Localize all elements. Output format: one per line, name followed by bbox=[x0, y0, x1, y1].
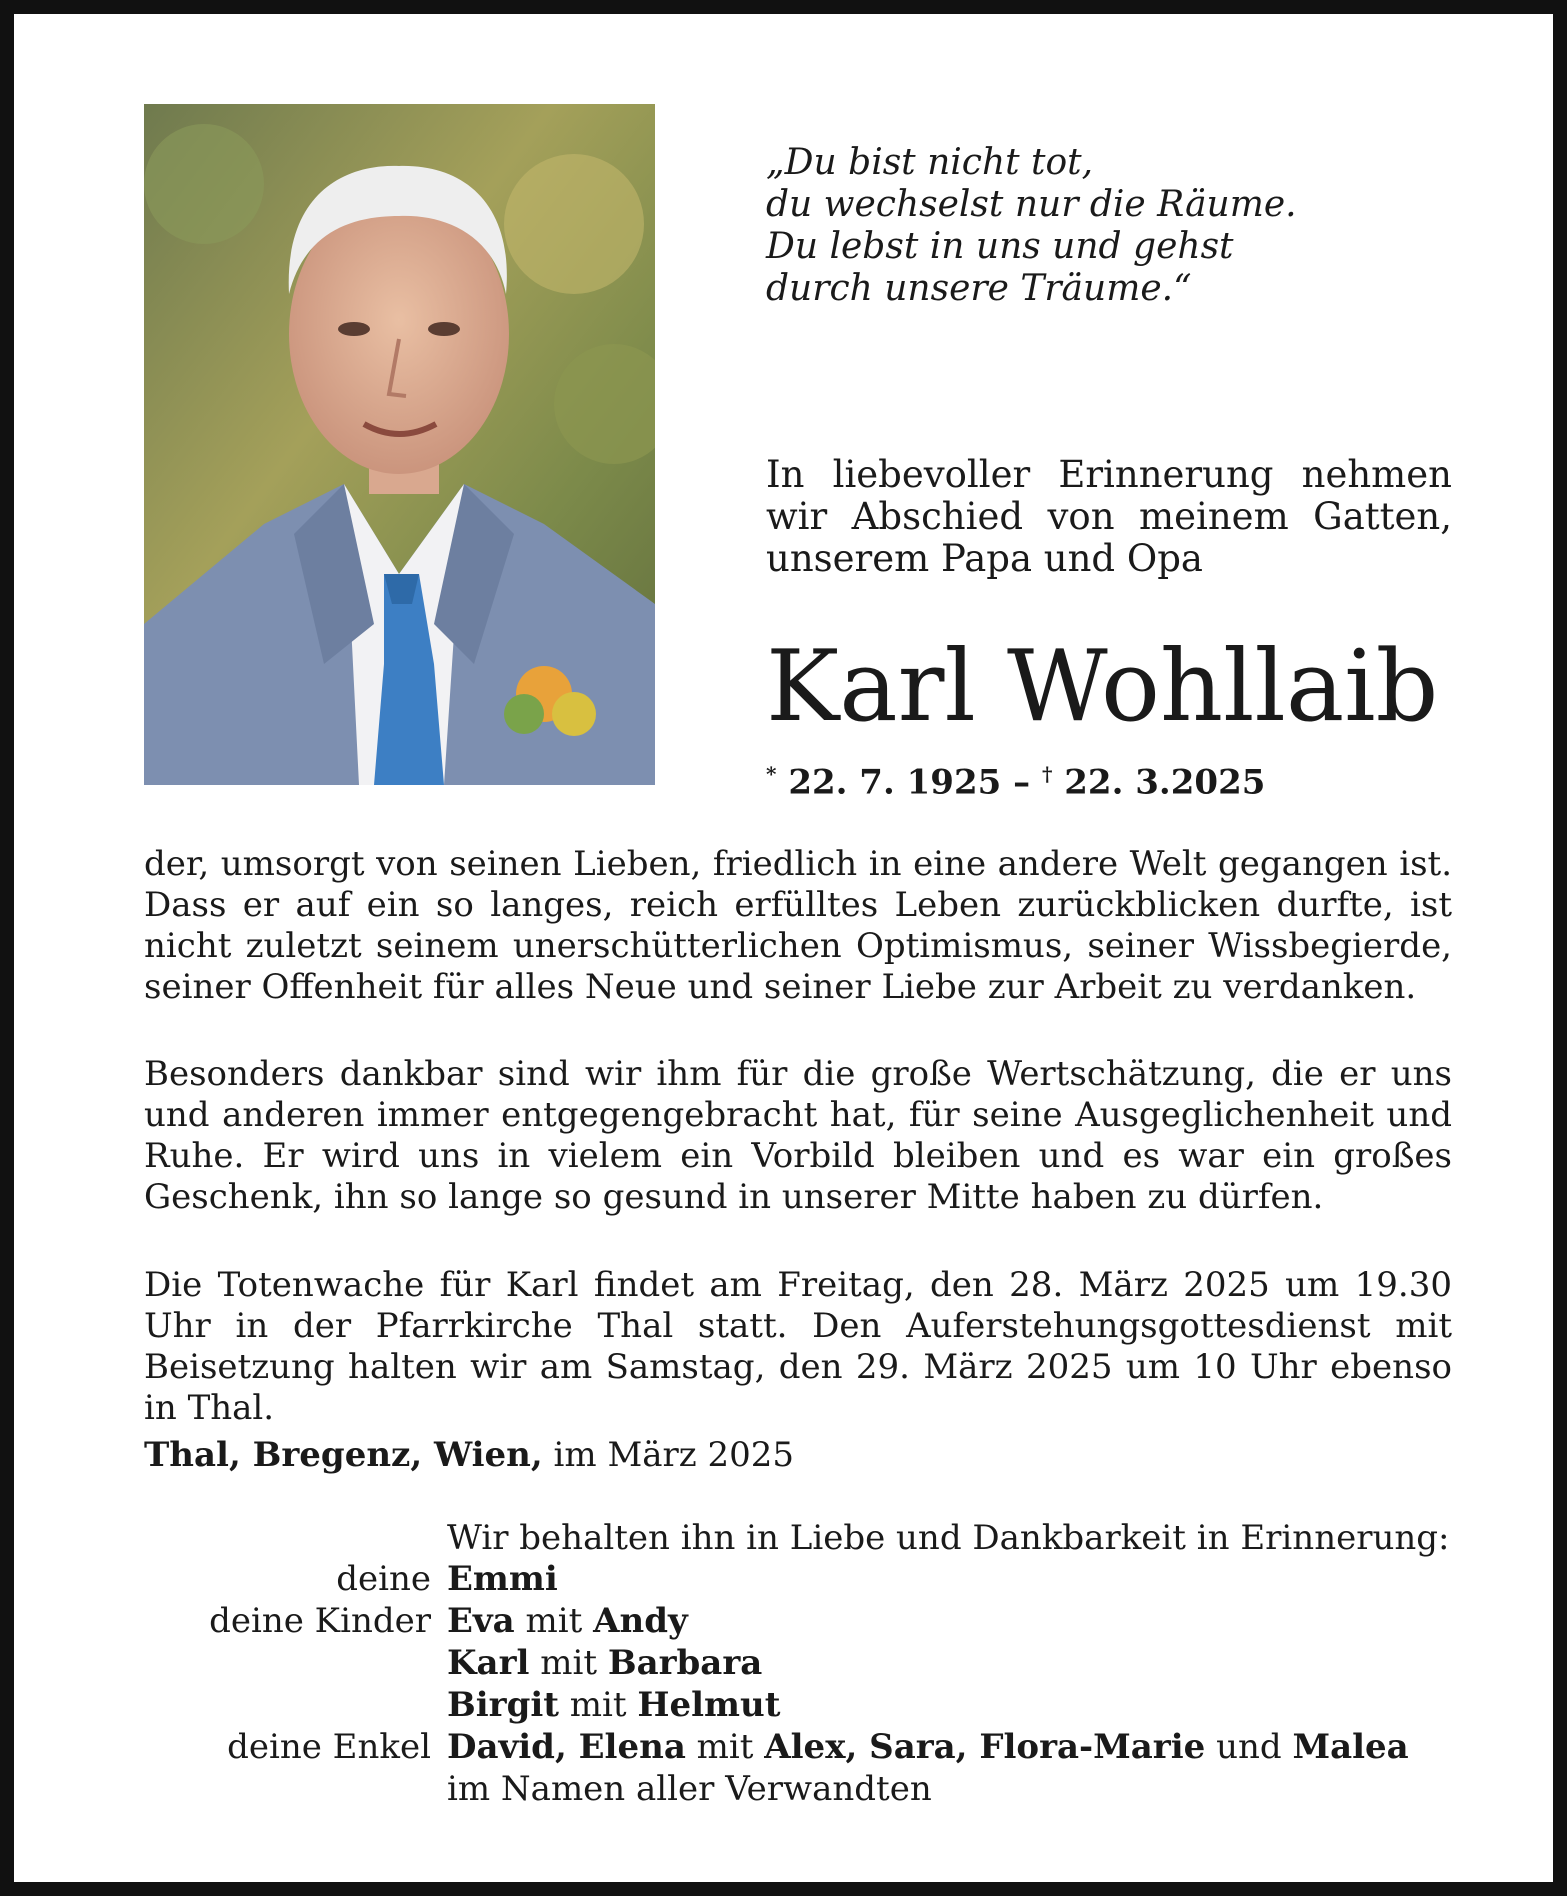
signer-name: Birgit bbox=[447, 1685, 559, 1725]
deceased-name: Karl Wohllaib bbox=[766, 630, 1439, 744]
body-paragraph: der, umsorgt von seinen Lieben, friedlich in eine andere Welt gegangen ist. Dass er auf ein so langes, reich erfülltes Leben zurückblicken durfte, ist nicht zuletzt seinem unerschütterlichen Optimismus, seiner Wissbegierde, seiner Offenheit für alles Neue und seiner Liebe zur Arbeit zu verdanken. bbox=[144, 844, 1452, 1007]
signer-name: Andy bbox=[593, 1601, 688, 1641]
birth-mark: * bbox=[766, 762, 777, 786]
place-date: im März 2025 bbox=[553, 1435, 795, 1475]
signer-name: Barbara bbox=[607, 1643, 763, 1683]
relation-label: deine bbox=[336, 1559, 431, 1599]
place-date-line bbox=[144, 1435, 794, 1476]
signature-names bbox=[447, 1643, 762, 1684]
signer-name: David, Elena bbox=[447, 1727, 686, 1767]
signature-row-children bbox=[14, 1643, 1567, 1684]
signature-row-children bbox=[14, 1685, 1567, 1726]
joiner: mit bbox=[569, 1685, 627, 1725]
quote-line: durch unsere Träume.“ bbox=[766, 268, 1192, 309]
joiner: mit bbox=[540, 1643, 598, 1683]
quote-line: „Du bist nicht tot, bbox=[766, 142, 1094, 183]
memorial-quote bbox=[766, 142, 1297, 310]
funeral-details: Die Totenwache für Karl findet am Freitag, den 28. März 2025 um 19.30 Uhr in der Pfarrkirche Thal statt. Den Auferstehungsgottesdienst mit Beisetzung halten wir am Samstag, den 29. März 2025 um 10 Uhr ebenso in Thal. bbox=[144, 1265, 1452, 1428]
birth-date: 22. 7. 1925 bbox=[788, 762, 1002, 803]
death-date: 22. 3.2025 bbox=[1064, 762, 1266, 803]
remember-line: Wir behalten ihn in Liebe und Dankbarkeit in Erinnerung: bbox=[447, 1518, 1450, 1558]
quote-line: Du lebst in uns und gehst bbox=[766, 226, 1234, 267]
portrait-photo bbox=[144, 104, 655, 785]
locations: Thal, Bregenz, Wien, bbox=[144, 1435, 543, 1475]
signer-name: Alex, Sara, Flora-Marie bbox=[764, 1727, 1206, 1767]
closing-text: im Namen aller Verwandten bbox=[447, 1769, 932, 1809]
signature-names bbox=[447, 1559, 558, 1600]
life-dates bbox=[766, 754, 1265, 802]
intro-text: In liebevoller Erinnerung nehmen wir Abschied von meinem Gatten, unserem Papa und Opa bbox=[766, 453, 1452, 580]
signature-closing-row bbox=[14, 1769, 1567, 1810]
relation-label: deine Enkel bbox=[227, 1727, 431, 1767]
signature-names bbox=[447, 1601, 688, 1642]
signer-name: Karl bbox=[447, 1643, 530, 1683]
signature-row-children bbox=[14, 1601, 1567, 1642]
joiner: mit bbox=[525, 1601, 583, 1641]
relation-label: deine Kinder bbox=[209, 1601, 431, 1641]
signer-name: Emmi bbox=[447, 1559, 558, 1599]
quote-line: du wechselst nur die Räume. bbox=[766, 184, 1297, 225]
signer-name: Malea bbox=[1292, 1727, 1409, 1767]
signature-row-wife bbox=[14, 1559, 1567, 1600]
signer-name: Helmut bbox=[637, 1685, 781, 1725]
joiner: mit bbox=[696, 1727, 754, 1767]
signature-names bbox=[447, 1685, 780, 1726]
death-mark: † bbox=[1041, 762, 1053, 786]
body-paragraph: Besonders dankbar sind wir ihm für die große Wertschätzung, die er uns und anderen immer entgegengebracht hat, für seine Ausgeglichenheit und Ruhe. Er wird uns in vielem ein Vorbild bleiben und es war ein großes Geschenk, ihn so lange so gesund in unserer Mitte haben zu dürfen. bbox=[144, 1054, 1452, 1217]
signer-name: Eva bbox=[447, 1601, 515, 1641]
date-separator: – bbox=[1013, 762, 1031, 803]
joiner: und bbox=[1216, 1727, 1282, 1767]
signature-row-grandchildren bbox=[14, 1727, 1567, 1768]
signature-names bbox=[447, 1727, 1409, 1768]
